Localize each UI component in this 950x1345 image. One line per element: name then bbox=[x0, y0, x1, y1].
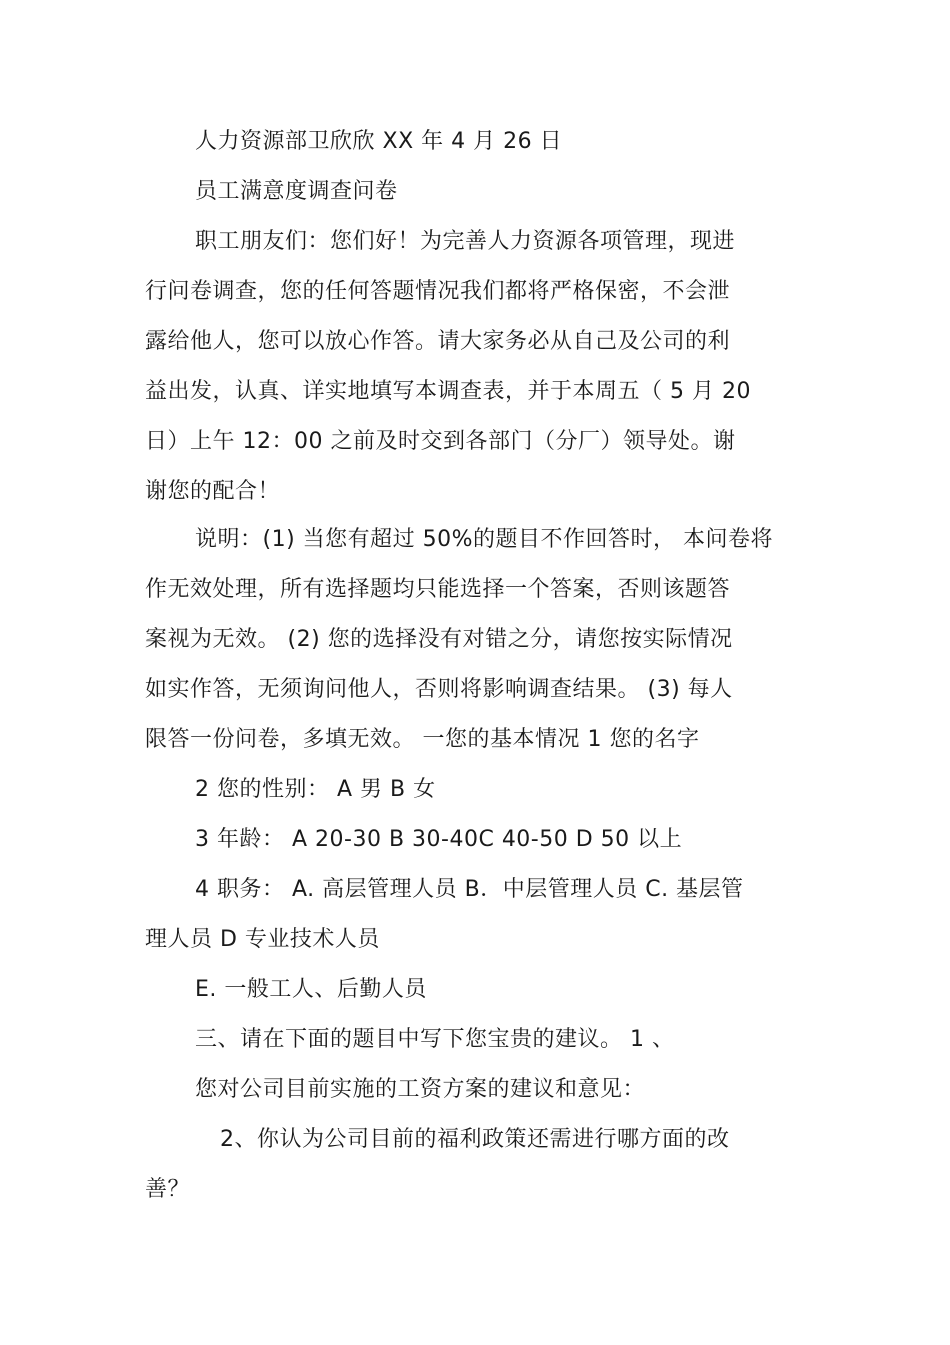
question-line: 2 您的性别： A 男 B 女 bbox=[195, 777, 436, 802]
text-line: 限答一份问卷，多填无效。 一您的基本情况 1 您的名字 bbox=[145, 727, 700, 752]
question-line: 3 年龄： A 20-30 B 30-40C 40-50 D 50 以上 bbox=[195, 827, 683, 852]
question-line: 善？ bbox=[145, 1177, 191, 1202]
question-line: E. 一般工人、后勤人员 bbox=[195, 977, 427, 1002]
question-line: 理人员 D 专业技术人员 bbox=[145, 927, 380, 952]
text-line: 作无效处理，所有选择题均只能选择一个答案，否则该题答 bbox=[145, 577, 731, 602]
document-title: 员工满意度调查问卷 bbox=[195, 179, 398, 204]
text-line: 案视为无效。 (2) 您的选择没有对错之分，请您按实际情况 bbox=[145, 627, 733, 652]
question-line: 4 职务： A. 高层管理人员 B．中层管理人员 C. 基层管 bbox=[195, 877, 744, 902]
question-line: 您对公司目前实施的工资方案的建议和意见： bbox=[195, 1077, 646, 1102]
header-line: 人力资源部卫欣欣 XX 年 4 月 26 日 bbox=[195, 129, 563, 154]
text-line: 行问卷调查，您的任何答题情况我们都将严格保密，不会泄 bbox=[145, 279, 731, 304]
text-line: 益出发，认真、详实地填写本调查表，并于本周五（ 5 月 20 bbox=[145, 379, 751, 404]
question-line: 2、你认为公司目前的福利政策还需进行哪方面的改 bbox=[220, 1127, 730, 1152]
text-line: 说明：(1) 当您有超过 50%的题目不作回答时， 本问卷将 bbox=[195, 527, 774, 552]
section-heading: 三、请在下面的题目中写下您宝贵的建议。 1 、 bbox=[195, 1027, 675, 1052]
text-line: 日）上午 12：00 之前及时交到各部门（分厂）领导处。谢 bbox=[145, 429, 736, 454]
text-line: 如实作答，无须询问他人，否则将影响调查结果。 (3) 每人 bbox=[145, 677, 733, 702]
text-line: 露给他人，您可以放心作答。请大家务必从自己及公司的利 bbox=[145, 329, 731, 354]
text-line: 职工朋友们：您们好！为完善人力资源各项管理，现进 bbox=[195, 229, 736, 254]
text-line: 谢您的配合！ bbox=[145, 479, 281, 504]
